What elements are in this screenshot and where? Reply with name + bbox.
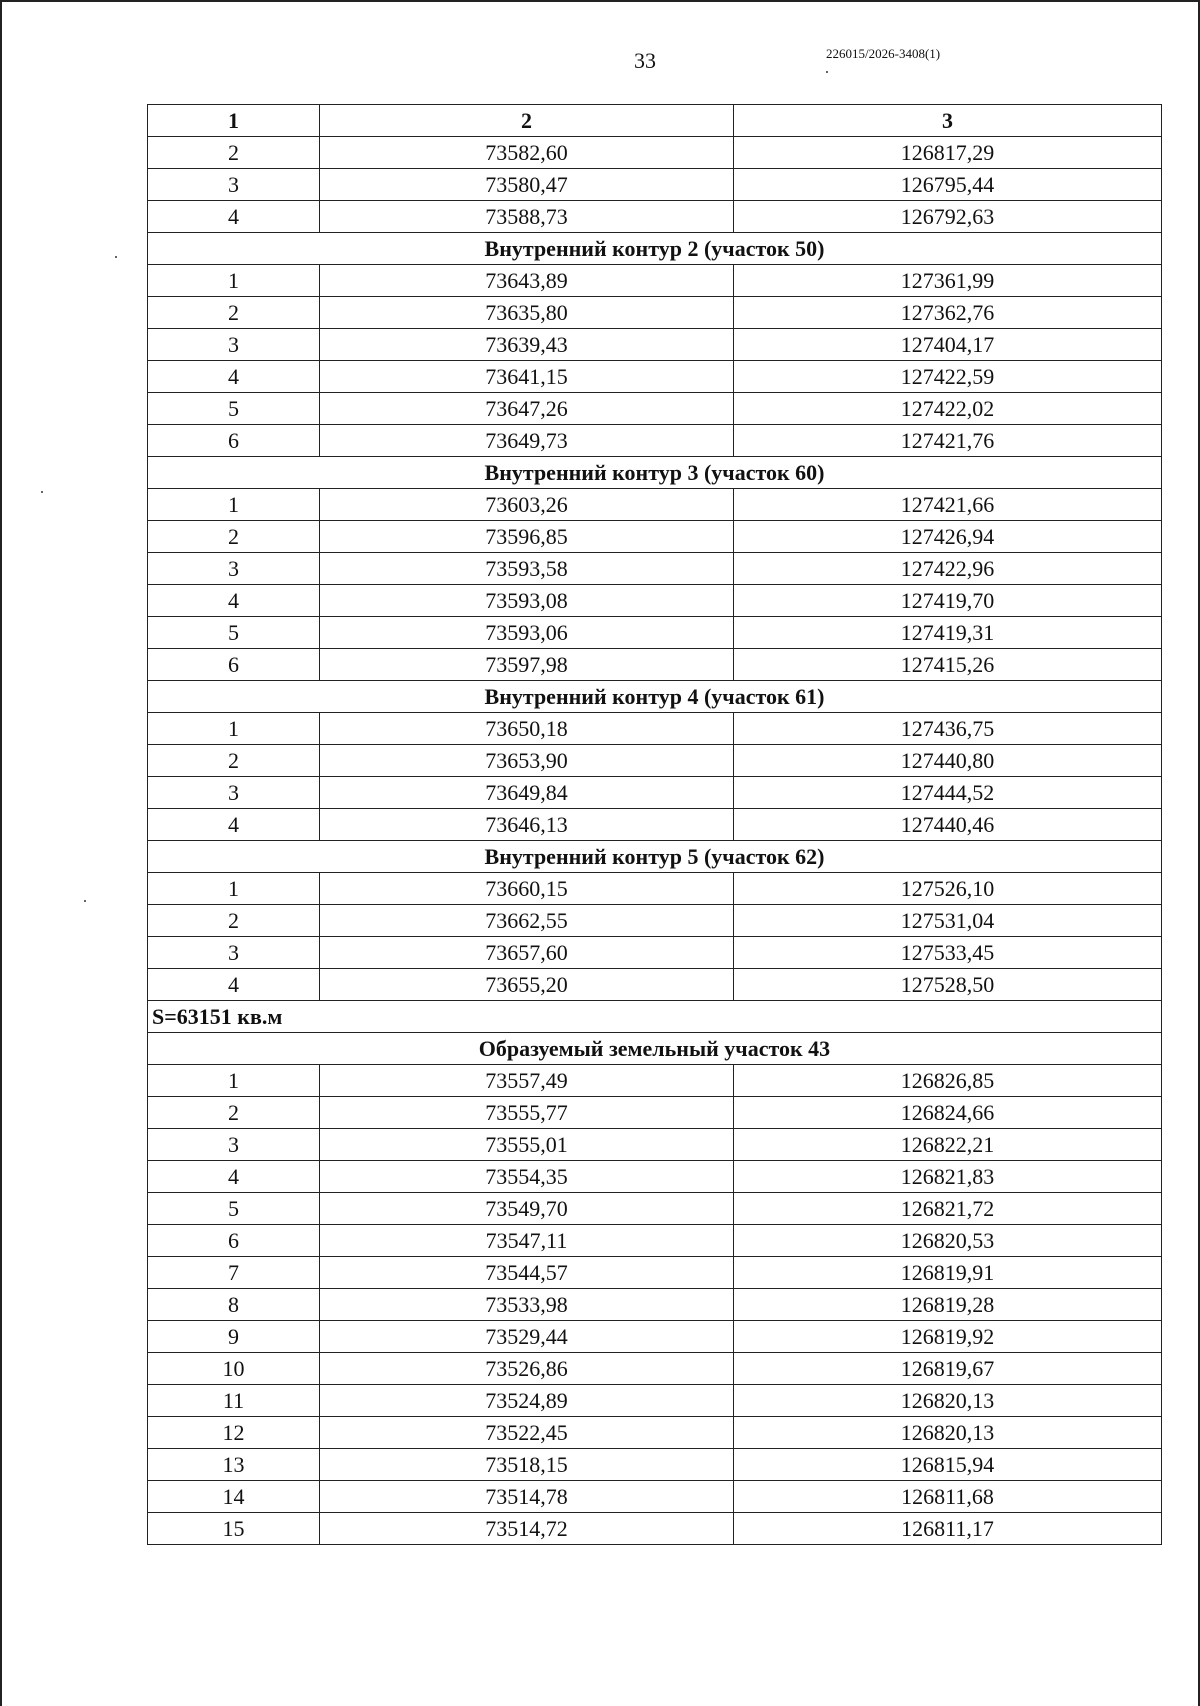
point-number-cell: 2 <box>148 745 320 777</box>
point-number-cell: 2 <box>148 905 320 937</box>
point-number-cell: 6 <box>148 1225 320 1257</box>
page-border-left <box>0 0 2 1706</box>
y-coordinate-cell: 127419,31 <box>734 617 1162 649</box>
point-number-cell: 4 <box>148 361 320 393</box>
x-coordinate-cell: 73639,43 <box>320 329 734 361</box>
x-coordinate-cell: 73593,08 <box>320 585 734 617</box>
x-coordinate-cell: 73529,44 <box>320 1321 734 1353</box>
table-row <box>148 1065 1162 1097</box>
table-row <box>148 169 1162 201</box>
table-row <box>148 777 1162 809</box>
point-number-cell: 2 <box>148 1097 320 1129</box>
point-number-cell: 14 <box>148 1481 320 1513</box>
point-number-cell: 13 <box>148 1449 320 1481</box>
point-number-cell: 3 <box>148 777 320 809</box>
table-row <box>148 521 1162 553</box>
x-coordinate-cell: 73647,26 <box>320 393 734 425</box>
table-row <box>148 1289 1162 1321</box>
y-coordinate-cell: 127404,17 <box>734 329 1162 361</box>
x-coordinate-cell: 73660,15 <box>320 873 734 905</box>
x-coordinate-cell: 73547,11 <box>320 1225 734 1257</box>
x-coordinate-cell: 73641,15 <box>320 361 734 393</box>
y-coordinate-cell: 127419,70 <box>734 585 1162 617</box>
section-heading-row <box>148 841 1162 873</box>
table-row <box>148 1513 1162 1545</box>
x-coordinate-cell: 73657,60 <box>320 937 734 969</box>
y-coordinate-cell: 127421,76 <box>734 425 1162 457</box>
table-row <box>148 905 1162 937</box>
x-coordinate-cell: 73650,18 <box>320 713 734 745</box>
point-number-cell: 12 <box>148 1417 320 1449</box>
table-row <box>148 361 1162 393</box>
table-row <box>148 617 1162 649</box>
point-number-cell: 1 <box>148 489 320 521</box>
table-row <box>148 873 1162 905</box>
point-number-cell: 3 <box>148 329 320 361</box>
section-heading-row <box>148 457 1162 489</box>
document-code: 226015/2026-3408(1) <box>826 46 941 61</box>
point-number-cell: 4 <box>148 201 320 233</box>
x-coordinate-cell: 73649,73 <box>320 425 734 457</box>
point-number-cell: 1 <box>148 1065 320 1097</box>
x-coordinate-cell: 73557,49 <box>320 1065 734 1097</box>
table-row <box>148 1353 1162 1385</box>
y-coordinate-cell: 126795,44 <box>734 169 1162 201</box>
section-heading-row <box>148 681 1162 713</box>
page-number: 33 <box>634 48 656 73</box>
table-row <box>148 265 1162 297</box>
x-coordinate-cell: 73596,85 <box>320 521 734 553</box>
table-row <box>148 553 1162 585</box>
y-coordinate-cell: 127436,75 <box>734 713 1162 745</box>
x-coordinate-cell: 73649,84 <box>320 777 734 809</box>
table-row <box>148 297 1162 329</box>
y-coordinate-cell: 126820,13 <box>734 1385 1162 1417</box>
x-coordinate-cell: 73518,15 <box>320 1449 734 1481</box>
x-coordinate-cell: 73662,55 <box>320 905 734 937</box>
point-number-cell: 3 <box>148 169 320 201</box>
y-coordinate-cell: 127526,10 <box>734 873 1162 905</box>
y-coordinate-cell: 126815,94 <box>734 1449 1162 1481</box>
column-header-point: 1 <box>148 105 320 137</box>
scan-speck <box>84 900 86 902</box>
point-number-cell: 6 <box>148 425 320 457</box>
x-coordinate-cell: 73582,60 <box>320 137 734 169</box>
coordinates-table <box>147 104 1162 1545</box>
table-row <box>148 393 1162 425</box>
section-heading: Внутренний контур 4 (участок 61) <box>148 681 1162 713</box>
x-coordinate-cell: 73597,98 <box>320 649 734 681</box>
section-heading: Внутренний контур 2 (участок 50) <box>148 233 1162 265</box>
table-row <box>148 201 1162 233</box>
point-number-cell: 2 <box>148 297 320 329</box>
area-value: S=63151 кв.м <box>148 1001 1162 1033</box>
table-row <box>148 649 1162 681</box>
x-coordinate-cell: 73643,89 <box>320 265 734 297</box>
table-header-row <box>148 105 1162 137</box>
y-coordinate-cell: 127421,66 <box>734 489 1162 521</box>
x-coordinate-cell: 73593,06 <box>320 617 734 649</box>
point-number-cell: 1 <box>148 873 320 905</box>
x-coordinate-cell: 73588,73 <box>320 201 734 233</box>
x-coordinate-cell: 73549,70 <box>320 1193 734 1225</box>
y-coordinate-cell: 126811,68 <box>734 1481 1162 1513</box>
y-coordinate-cell: 127426,94 <box>734 521 1162 553</box>
y-coordinate-cell: 126820,53 <box>734 1225 1162 1257</box>
section-heading: Образуемый земельный участок 43 <box>148 1033 1162 1065</box>
point-number-cell: 7 <box>148 1257 320 1289</box>
point-number-cell: 1 <box>148 265 320 297</box>
scan-speck <box>115 256 117 258</box>
point-number-cell: 4 <box>148 585 320 617</box>
x-coordinate-cell: 73526,86 <box>320 1353 734 1385</box>
table-row <box>148 1321 1162 1353</box>
x-coordinate-cell: 73554,35 <box>320 1161 734 1193</box>
point-number-cell: 4 <box>148 809 320 841</box>
y-coordinate-cell: 126811,17 <box>734 1513 1162 1545</box>
point-number-cell: 4 <box>148 969 320 1001</box>
x-coordinate-cell: 73593,58 <box>320 553 734 585</box>
x-coordinate-cell: 73555,77 <box>320 1097 734 1129</box>
x-coordinate-cell: 73580,47 <box>320 169 734 201</box>
scan-speck <box>41 491 43 493</box>
table-row <box>148 489 1162 521</box>
table-row <box>148 1225 1162 1257</box>
table-row <box>148 1481 1162 1513</box>
y-coordinate-cell: 127422,02 <box>734 393 1162 425</box>
y-coordinate-cell: 126817,29 <box>734 137 1162 169</box>
y-coordinate-cell: 127422,96 <box>734 553 1162 585</box>
y-coordinate-cell: 126819,91 <box>734 1257 1162 1289</box>
scan-speck <box>826 71 828 73</box>
x-coordinate-cell: 73544,57 <box>320 1257 734 1289</box>
table-row <box>148 329 1162 361</box>
table-row <box>148 137 1162 169</box>
point-number-cell: 2 <box>148 137 320 169</box>
y-coordinate-cell: 126821,83 <box>734 1161 1162 1193</box>
table-row <box>148 1193 1162 1225</box>
y-coordinate-cell: 127528,50 <box>734 969 1162 1001</box>
y-coordinate-cell: 126819,92 <box>734 1321 1162 1353</box>
point-number-cell: 4 <box>148 1161 320 1193</box>
y-coordinate-cell: 127362,76 <box>734 297 1162 329</box>
point-number-cell: 3 <box>148 553 320 585</box>
table-row <box>148 937 1162 969</box>
point-number-cell: 5 <box>148 1193 320 1225</box>
y-coordinate-cell: 127440,46 <box>734 809 1162 841</box>
x-coordinate-cell: 73514,72 <box>320 1513 734 1545</box>
point-number-cell: 6 <box>148 649 320 681</box>
point-number-cell: 11 <box>148 1385 320 1417</box>
point-number-cell: 3 <box>148 1129 320 1161</box>
table-row <box>148 1161 1162 1193</box>
table-row <box>148 713 1162 745</box>
section-heading: Внутренний контур 3 (участок 60) <box>148 457 1162 489</box>
table-row <box>148 1097 1162 1129</box>
table-row <box>148 745 1162 777</box>
y-coordinate-cell: 126820,13 <box>734 1417 1162 1449</box>
y-coordinate-cell: 126819,28 <box>734 1289 1162 1321</box>
column-header-y: 3 <box>734 105 1162 137</box>
point-number-cell: 5 <box>148 617 320 649</box>
column-header-x: 2 <box>320 105 734 137</box>
point-number-cell: 8 <box>148 1289 320 1321</box>
x-coordinate-cell: 73653,90 <box>320 745 734 777</box>
y-coordinate-cell: 127533,45 <box>734 937 1162 969</box>
y-coordinate-cell: 126826,85 <box>734 1065 1162 1097</box>
point-number-cell: 9 <box>148 1321 320 1353</box>
x-coordinate-cell: 73522,45 <box>320 1417 734 1449</box>
table-row <box>148 425 1162 457</box>
y-coordinate-cell: 126819,67 <box>734 1353 1162 1385</box>
y-coordinate-cell: 126821,72 <box>734 1193 1162 1225</box>
point-number-cell: 1 <box>148 713 320 745</box>
table-row <box>148 1257 1162 1289</box>
x-coordinate-cell: 73646,13 <box>320 809 734 841</box>
y-coordinate-cell: 127531,04 <box>734 905 1162 937</box>
table-row <box>148 1129 1162 1161</box>
y-coordinate-cell: 126792,63 <box>734 201 1162 233</box>
y-coordinate-cell: 127422,59 <box>734 361 1162 393</box>
x-coordinate-cell: 73524,89 <box>320 1385 734 1417</box>
table-row <box>148 1449 1162 1481</box>
table-row <box>148 969 1162 1001</box>
point-number-cell: 10 <box>148 1353 320 1385</box>
x-coordinate-cell: 73603,26 <box>320 489 734 521</box>
section-heading: Внутренний контур 5 (участок 62) <box>148 841 1162 873</box>
y-coordinate-cell: 127444,52 <box>734 777 1162 809</box>
y-coordinate-cell: 127440,80 <box>734 745 1162 777</box>
x-coordinate-cell: 73655,20 <box>320 969 734 1001</box>
y-coordinate-cell: 127415,26 <box>734 649 1162 681</box>
x-coordinate-cell: 73555,01 <box>320 1129 734 1161</box>
point-number-cell: 2 <box>148 521 320 553</box>
table-row <box>148 1385 1162 1417</box>
area-row <box>148 1001 1162 1033</box>
y-coordinate-cell: 127361,99 <box>734 265 1162 297</box>
point-number-cell: 15 <box>148 1513 320 1545</box>
y-coordinate-cell: 126824,66 <box>734 1097 1162 1129</box>
x-coordinate-cell: 73533,98 <box>320 1289 734 1321</box>
point-number-cell: 5 <box>148 393 320 425</box>
x-coordinate-cell: 73635,80 <box>320 297 734 329</box>
table-row <box>148 1417 1162 1449</box>
x-coordinate-cell: 73514,78 <box>320 1481 734 1513</box>
table-row <box>148 585 1162 617</box>
page-border-top <box>0 0 1200 2</box>
y-coordinate-cell: 126822,21 <box>734 1129 1162 1161</box>
point-number-cell: 3 <box>148 937 320 969</box>
section-heading-row <box>148 1033 1162 1065</box>
section-heading-row <box>148 233 1162 265</box>
table-row <box>148 809 1162 841</box>
